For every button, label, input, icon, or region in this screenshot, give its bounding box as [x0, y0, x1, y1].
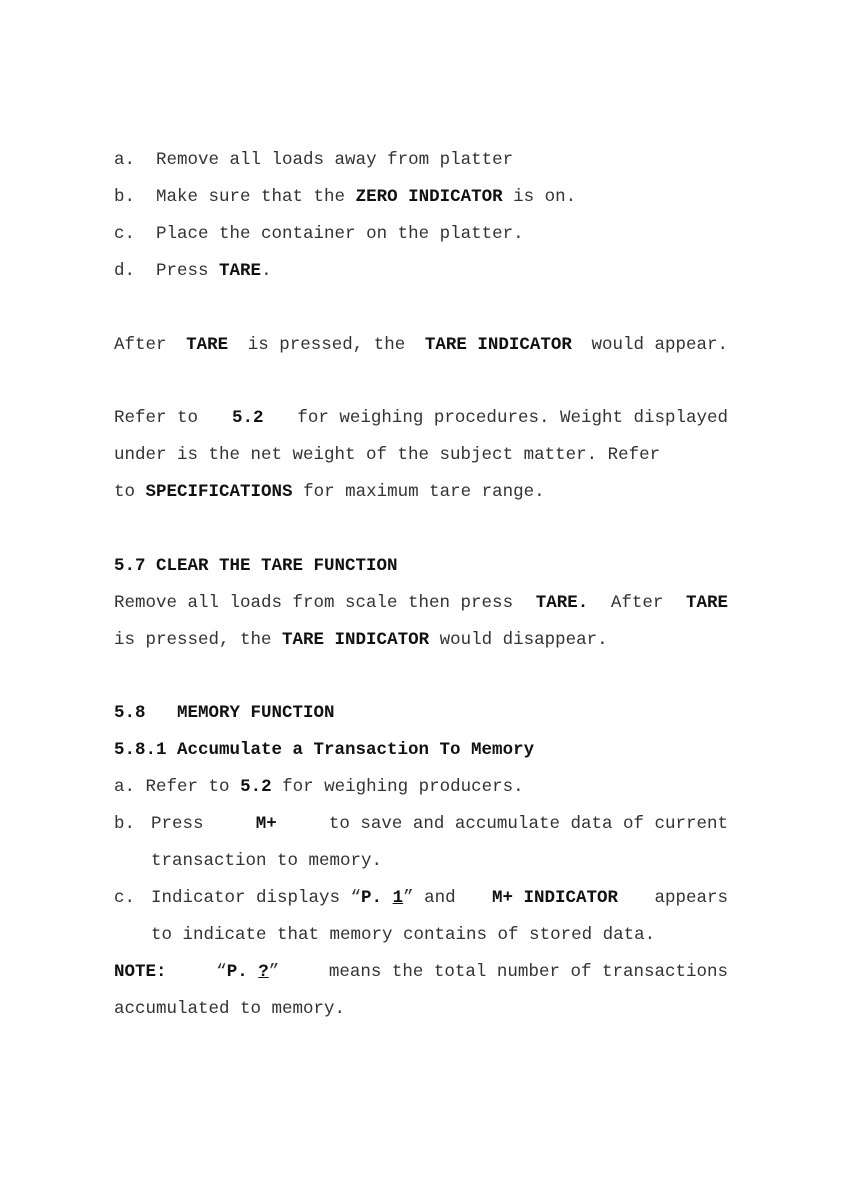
- refer-paragraph-line-1: Refer to 5.2 for weighing procedures. Weight displayed: [114, 408, 728, 428]
- tare-step-c: [114, 222, 524, 246]
- step-marker: a.: [114, 150, 136, 170]
- memory-step-a: a. Refer to 5.2 for weighing producers.: [114, 777, 524, 797]
- step-text: Place the container on the platter.: [156, 224, 524, 244]
- step-marker: a.: [114, 777, 136, 797]
- section-number: 5.8: [114, 703, 146, 723]
- step-marker: c.: [114, 224, 136, 244]
- memory-step-c-marker: c.: [114, 888, 136, 908]
- specifications-term: SPECIFICATIONS: [145, 482, 293, 502]
- subsection-5-8-1-heading: 5.8.1 Accumulate a Transaction To Memory: [114, 740, 535, 760]
- memory-step-b-marker: b.: [114, 814, 136, 834]
- memory-step-b: Press M+ to save and accumulate data of current: [151, 814, 728, 834]
- section-title: MEMORY FUNCTION: [177, 703, 335, 723]
- step-marker: b.: [114, 187, 136, 207]
- refer-paragraph-line-3: to SPECIFICATIONS for maximum tare range.: [114, 482, 545, 502]
- tare-indicator-term: TARE INDICATOR: [282, 630, 430, 650]
- m-plus-key-term: M+: [255, 814, 277, 834]
- step-text: Remove all loads away from platter: [156, 150, 514, 170]
- display-value: 1: [392, 888, 404, 908]
- step-marker: d.: [114, 261, 136, 281]
- zero-indicator-term: ZERO INDICATOR: [355, 187, 503, 207]
- section-5-7-heading: 5.7 CLEAR THE TARE FUNCTION: [114, 556, 398, 576]
- tare-step-b: b. Make sure that the ZERO INDICATOR is on.: [114, 187, 577, 207]
- memory-step-c: Indicator displays “P. 1” and M+ INDICATOR appears: [151, 888, 728, 908]
- section-5-8-heading: [114, 701, 335, 725]
- memory-step-c-continued: to indicate that memory contains of stored data.: [151, 925, 656, 945]
- section-5-7-line-2: is pressed, the TARE INDICATOR would disappear.: [114, 630, 608, 650]
- after-tare-paragraph: After TARE is pressed, the TARE INDICATOR would appear.: [114, 335, 728, 355]
- note-label: NOTE:: [114, 962, 167, 982]
- tare-step-d: d. Press TARE.: [114, 261, 272, 281]
- memory-step-b-continued: transaction to memory.: [151, 851, 383, 871]
- note-line-1: NOTE: “P. ?” means the total number of transactions: [114, 962, 728, 982]
- placeholder-value: ?: [258, 962, 269, 982]
- m-plus-indicator-term: M+ INDICATOR: [492, 888, 619, 908]
- tare-key-term: TARE: [219, 261, 262, 281]
- refer-paragraph-line-2: under is the net weight of the subject matter. Refer: [114, 445, 661, 465]
- tare-step-a: [114, 148, 513, 172]
- note-line-2: accumulated to memory.: [114, 999, 346, 1019]
- section-5-7-line-1: Remove all loads from scale then press TARE. After TARE: [114, 593, 728, 613]
